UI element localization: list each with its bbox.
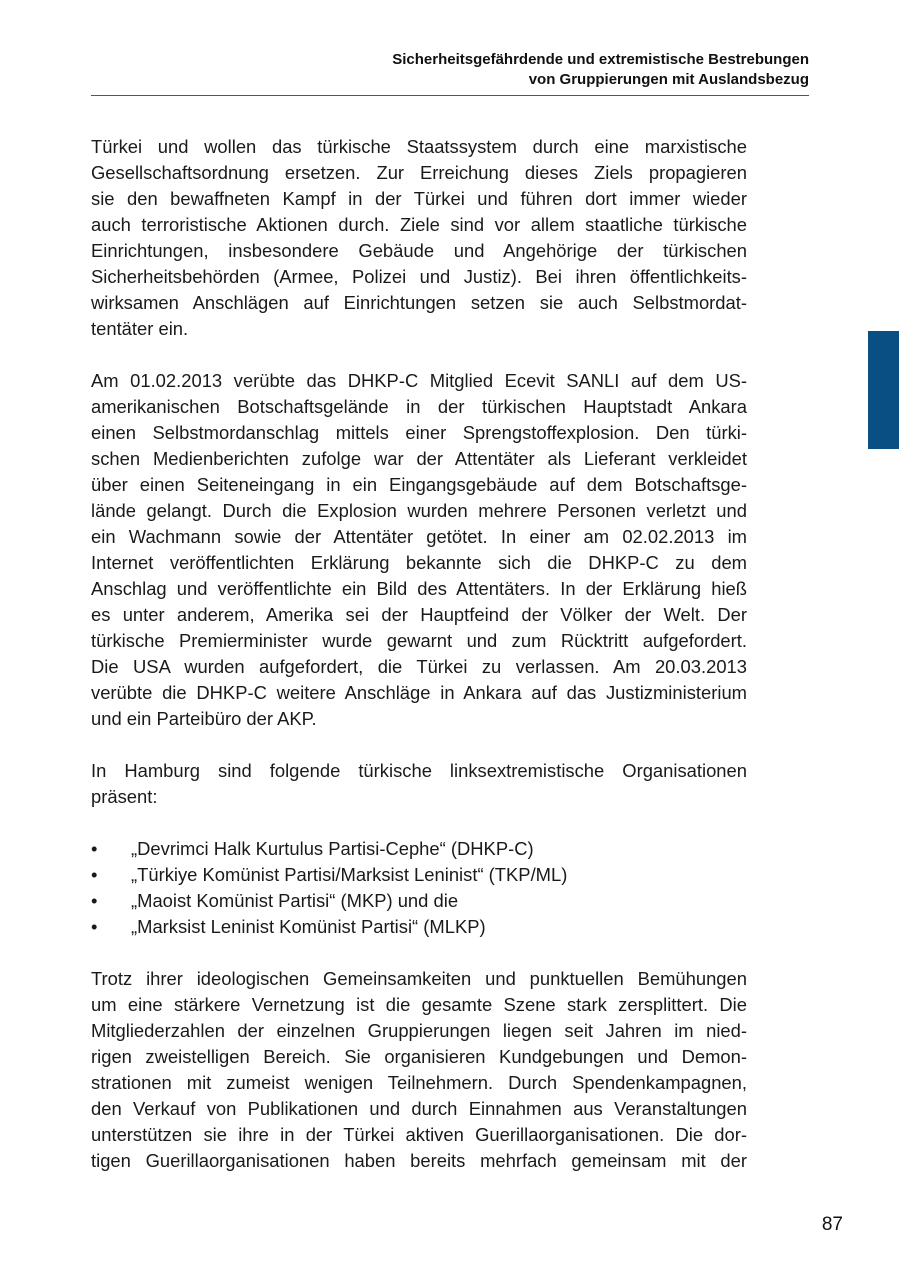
text-line: Anschlag und veröffentlichte ein Bild des Attentäters. In der Erklärung hieß <box>91 578 747 599</box>
text-line: strationen mit zumeist wenigen Teilnehmern. Durch Spendenkampagnen, <box>91 1072 747 1093</box>
list-item <box>91 862 747 888</box>
header-rule <box>91 95 809 96</box>
text-line: den Verkauf von Publikationen und durch Einnahmen aus Veranstaltungen <box>91 1098 747 1119</box>
text-line: Türkei und wollen das türkische Staatssystem durch eine marxistische <box>91 136 747 157</box>
text-line: schen Medienberichten zufolge war der Attentäter als Lieferant verkleidet <box>91 448 747 469</box>
text-line: ein Wachmann sowie der Attentäter getötet. In einer am 02.02.2013 im <box>91 526 747 547</box>
list-item <box>91 888 747 914</box>
text-line: Trotz ihrer ideologischen Gemeinsamkeiten und punktuellen Bemühungen <box>91 968 747 989</box>
text-line: um eine stärkere Vernetzung ist die gesamte Szene stark zersplittert. Die <box>91 994 747 1015</box>
text-line: Sicherheitsbehörden (Armee, Polizei und Justiz). Bei ihren öffentlichkeits- <box>91 266 747 287</box>
text-line: rigen zweistelligen Bereich. Sie organisieren Kundgebungen und Demon- <box>91 1046 747 1067</box>
text-line: Gesellschaftsordnung ersetzen. Zur Erreichung dieses Ziels propagieren <box>91 162 747 183</box>
list-item-text: „Türkiye Komünist Partisi/Marksist Leninist“ (TKP/ML) <box>131 864 568 885</box>
text-line: verübte die DHKP-C weitere Anschläge in Ankara auf das Justizministerium <box>91 682 747 703</box>
paragraph-hamburg <box>91 758 747 810</box>
text-line: tentäter ein. <box>91 318 189 339</box>
text-line: und ein Parteibüro der AKP. <box>91 708 317 729</box>
text-line: amerikanischen Botschaftsgelände in der türkischen Hauptstadt Ankara <box>91 396 747 417</box>
organisation-list <box>91 836 747 940</box>
text-line: einen Selbstmordanschlag mittels einer Sprengstoffexplosion. Den türki- <box>91 422 747 443</box>
running-header <box>91 50 809 90</box>
text-line: über einen Seiteneingang in ein Eingangsgebäude auf dem Botschaftsge- <box>91 474 747 495</box>
paragraph-closing <box>91 966 747 1174</box>
text-line: In Hamburg sind folgende türkische linksextremistische Organisationen <box>91 760 747 781</box>
text-line: Die USA wurden aufgefordert, die Türkei zu verlassen. Am 20.03.2013 <box>91 656 747 677</box>
text-line: lände gelangt. Durch die Explosion wurden mehrere Personen verletzt und <box>91 500 747 521</box>
paragraph-attack <box>91 368 747 732</box>
text-line: präsent: <box>91 786 158 807</box>
main-text <box>91 134 747 1174</box>
paragraph-intro <box>91 134 747 342</box>
list-item <box>91 836 747 862</box>
text-line: unterstützen sie ihre in der Türkei aktiven Guerillaorganisationen. Die dor- <box>91 1124 747 1145</box>
text-line: sie den bewaffneten Kampf in der Türkei und führen dort immer wieder <box>91 188 747 209</box>
chapter-tab-marker <box>868 331 899 449</box>
bullet-icon: • <box>91 890 98 911</box>
page-number: 87 <box>821 1214 843 1235</box>
list-item-text: „Maoist Komünist Partisi“ (MKP) und die <box>131 890 459 911</box>
text-line: türkische Premierminister wurde gewarnt und zum Rücktritt aufgefordert. <box>91 630 747 651</box>
text-line: wirksamen Anschlägen auf Einrichtungen setzen sie auch Selbstmordat- <box>91 292 747 313</box>
header-line-2: von Gruppierungen mit Auslandsbezug <box>528 71 809 88</box>
header-line-1: Sicherheitsgefährdende und extremistische Bestrebungen <box>392 51 809 68</box>
text-line: Mitgliederzahlen der einzelnen Gruppierungen liegen seit Jahren im nied- <box>91 1020 747 1041</box>
text-line: Einrichtungen, insbesondere Gebäude und Angehörige der türkischen <box>91 240 747 261</box>
list-item-text: „Marksist Leninist Komünist Partisi“ (MLKP) <box>131 916 486 937</box>
list-item <box>91 914 747 940</box>
text-line: es unter anderem, Amerika sei der Hauptfeind der Völker der Welt. Der <box>91 604 747 625</box>
bullet-icon: • <box>91 864 98 885</box>
list-item-text: „Devrimci Halk Kurtulus Partisi-Cephe“ (DHKP-C) <box>131 838 534 859</box>
text-line: Am 01.02.2013 verübte das DHKP-C Mitglied Ecevit SANLI auf dem US- <box>91 370 747 391</box>
text-line: auch terroristische Aktionen durch. Ziele sind vor allem staatliche türkische <box>91 214 747 235</box>
bullet-icon: • <box>91 838 98 859</box>
text-line: tigen Guerillaorganisationen haben bereits mehrfach gemeinsam mit der <box>91 1150 747 1171</box>
text-line: Internet veröffentlichten Erklärung bekannte sich die DHKP-C zu dem <box>91 552 747 573</box>
bullet-icon: • <box>91 916 98 937</box>
